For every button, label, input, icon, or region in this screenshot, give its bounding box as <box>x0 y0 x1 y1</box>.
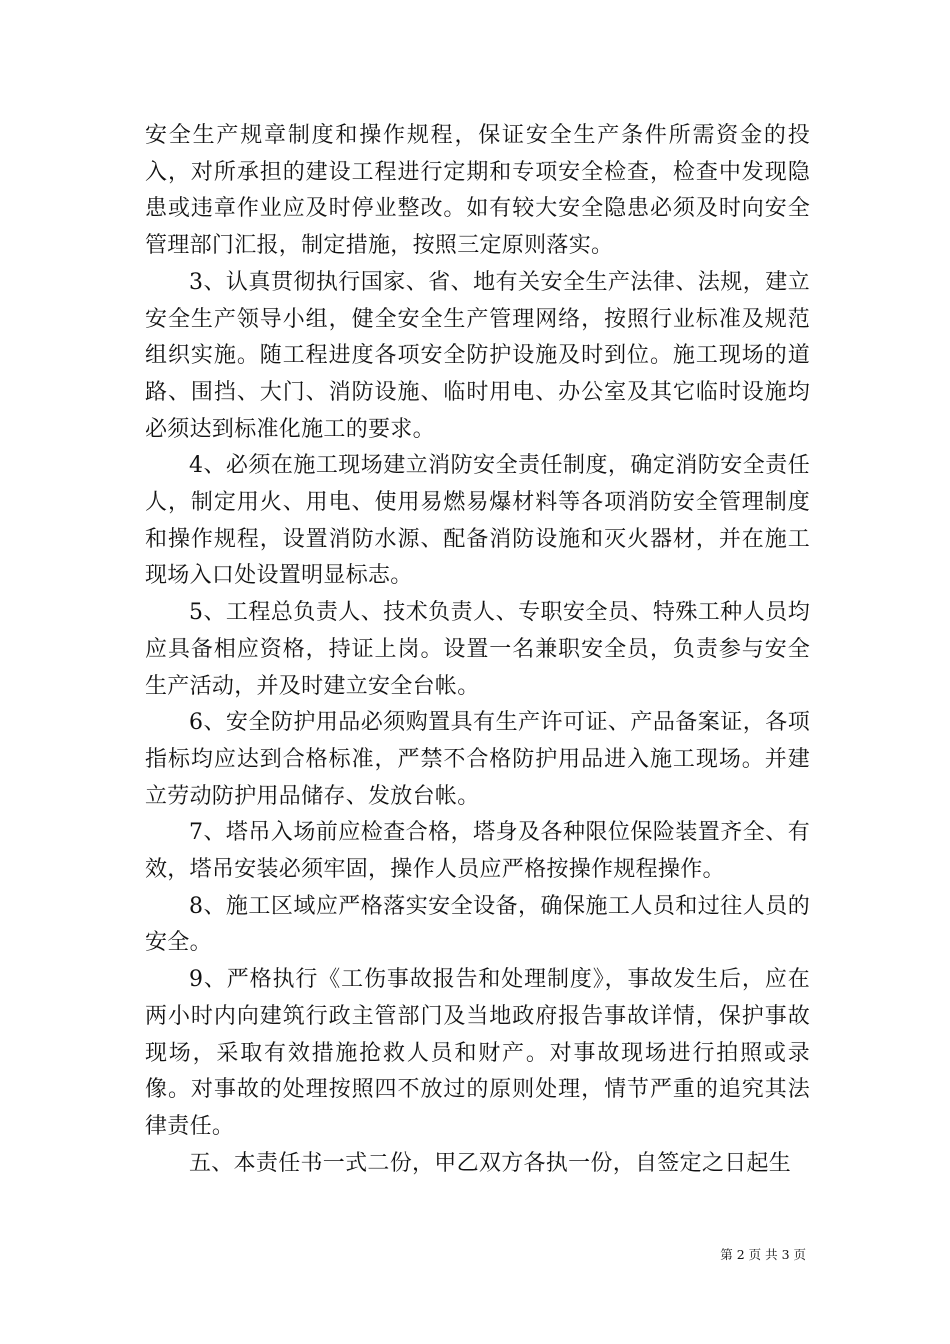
paragraph-item-8: 8、施工区域应严格落实安全设备，确保施工人员和过往人员的安全。 <box>145 893 810 956</box>
paragraph-item-6: 6、安全防护用品必须购置具有生产许可证、产品备案证，各项指标均应达到合格标准，严禁不合格防护用品进入施工现场。并建立劳动防护用品储存、发放台帐。 <box>145 710 810 809</box>
paragraph-continuation: 安全生产规章制度和操作规程，保证安全生产条件所需资金的投入，对所承担的建设工程进行定期和专项安全检查，检查中发现隐患或违章作业应及时停业整改。如有较大安全隐患必须及时向安全管理部门汇报，制定措施，按照三定原则落实。 <box>145 123 810 259</box>
paragraph-item-3: 3、认真贯彻执行国家、省、地有关安全生产法律、法规，建立安全生产领导小组，健全安全生产管理网络，按照行业标准及规范组织实施。随工程进度各项安全防护设施及时到位。施工现场的道路、围挡、大门、消防设施、临时用电、办公室及其它临时设施均必须达到标准化施工的要求。 <box>145 269 810 442</box>
document-body <box>145 118 810 1182</box>
paragraph-item-5: 5、工程总负责人、技术负责人、专职安全员、特殊工种人员均应具备相应资格，持证上岗。设置一名兼职安全员，负责参与安全生产活动，并及时建立安全台帐。 <box>145 600 810 699</box>
paragraph-section-5: 五、本责任书一式二份，甲乙双方各执一份，自签定之日起生 <box>189 1150 792 1176</box>
paragraph-item-7: 7、塔吊入场前应检查合格，塔身及各种限位保险装置齐全、有效，塔吊安装必须牢固，操作人员应严格按操作规程操作。 <box>145 820 810 883</box>
page-number-footer: 第 2 页 共 3 页 <box>720 1247 806 1262</box>
paragraph-item-4: 4、必须在施工现场建立消防安全责任制度，确定消防安全责任人，制定用火、用电、使用易燃易爆材料等各项消防安全管理制度和操作规程，设置消防水源、配备消防设施和灭火器材，并在施工现场入口处设置明显标志。 <box>145 453 810 589</box>
paragraph-item-9: 9、严格执行《工伤事故报告和处理制度》，事故发生后，应在两小时内向建筑行政主管部门及当地政府报告事故详情，保护事故现场，采取有效措施抢救人员和财产。对事故现场进行拍照或录像。对事故的处理按照四不放过的原则处理，情节严重的追究其法律责任。 <box>145 967 810 1139</box>
